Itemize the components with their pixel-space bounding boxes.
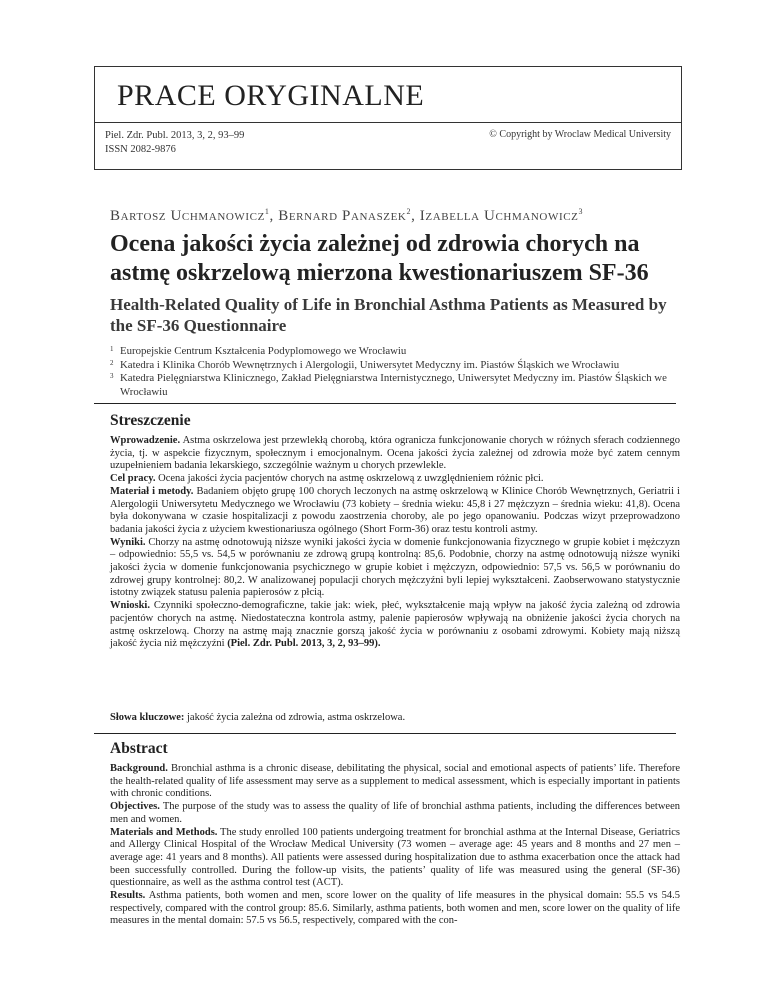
section-title: PRACE ORYGINALNE — [117, 79, 425, 112]
author-name: Bernard Panaszek — [278, 208, 407, 224]
affiliation-list — [110, 345, 700, 399]
abstract-paragraph — [110, 435, 680, 473]
abstract-paragraph — [110, 801, 680, 826]
affiliation-item — [110, 372, 700, 399]
affiliation-text: Europejskie Centrum Kształcenia Podyplomowego we Wrocławiu — [120, 345, 407, 357]
paragraph-label: Background. — [110, 763, 168, 774]
affiliation-number: 1 — [110, 345, 114, 353]
paragraph-text: Bronchial asthma is a chronic disease, debilitating the physical, social and emotional aspects of patients’ life. Therefore the health-related quality of life assessment may serve as a supplement to medical assessment, which is especially important in patients with chronic conditions. — [110, 763, 680, 800]
paragraph-text: Chorzy na astmę odnotowują niższe wyniki jakości życia w domenie funkcjonowania fizycznego w grupie kobiet i mężczyzn – odpowiednio: 55,5 vs. 54,5 w porównaniu ze zdrową grupą kontrolną: 85,6. Podobnie, chorzy na astmę odnotowują niższe wyniki jakości życia w domenie funkcjonowania psychicznego w grupie kobiet i mężczyzn, odpowiednio: 57,5 vs. 56,5 w porównaniu do zdrowej grupy kontrolnej: 80,2. W analizowanej populacji chorych mężczyźni byli lepiej wykształceni. Zaobserwowano statystycznie istotny związek statusu palenia papierosów z płcią. — [110, 536, 680, 599]
paragraph-text: The purpose of the study was to assess the quality of life of bronchial asthma patients, including the differences between men and women. — [110, 801, 680, 825]
abstract-paragraph — [110, 763, 680, 801]
journal-citation: Piel. Zdr. Publ. 2013, 3, 2, 93–99 — [105, 130, 245, 141]
abstract-heading: Abstract — [110, 740, 168, 757]
copyright-notice: © Copyright by Wroclaw Medical University — [489, 129, 671, 140]
affiliation-text: Katedra Pielęgniarstwa Klinicznego, Zakład Pielęgniarstwa Internistycznego, Uniwersytet Medyczny im. Piastów Śląskich we Wrocławiu — [120, 372, 667, 398]
author-list: Bartosz Uchmanowicz$^1$, Bernard Panaszek$^2$, Izabella Uchmanowicz$^3$ — [110, 207, 584, 224]
paragraph-text: Badaniem objęto grupę 100 chorych leczonych na astmę oskrzelową w Klinice Chorób Wewnętrznych, Geriatrii i Alergologii Uniwersytetu Medycznego we Wrocławiu (73 kobiety – średnia wieku: 45,8 i 27 mężczyzn – średnia wieku: 41,8). Ocena była dokonywana w czasie hospitalizacji z powodu zaostrzenia choroby, ale po jego opanowaniu. Podczas wizyt przeprowadzono badania jakości życia z użyciem kwestionariusza ogólnego (Short Form-36) oraz testu kontroli astmy. — [110, 485, 680, 535]
paragraph-label: Materials and Methods. — [110, 826, 218, 838]
affiliation-number: 3 — [110, 372, 114, 381]
affiliation-text: Katedra i Klinika Chorób Wewnętrznych i Alergologii, Uniwersytet Medyczny im. Piastów Śląskich we Wrocławiu — [120, 358, 620, 371]
paragraph-label: Wprowadzenie. — [110, 435, 181, 446]
paragraph-text: The study enrolled 100 patients undergoing treatment for bronchial asthma at the Internal Disease, Geriatrics and Allergy Clinical Hospital of the Wrocław Medical University (73 women – average age: 45 years and 8 months and 27 men – average age: 41 years and 8 months). All patients were assessed during hospitalization due to asthma exacerbation once the attack had been successfully controlled. During the follow-up visits, the patients’ quality of life was measured using the general (SF-36) questionnaire, as well as the asthma control test (ACT). — [110, 826, 680, 889]
keywords-label: Słowa kluczowe: — [110, 712, 185, 723]
abstract-paragraph — [110, 537, 680, 601]
author-affiliation-mark: 1 — [264, 207, 270, 216]
paragraph-label: Wnioski. — [110, 600, 150, 612]
author-affiliation-mark: 3 — [578, 207, 584, 216]
article-title-polish: Ocena jakości życia zależnej od zdrowia chorych na astmę oskrzelową mierzona kwestionariuszem SF-36 — [110, 231, 649, 286]
article-title-english: Health-Related Quality of Life in Bronchial Asthma Patients as Measured by the SF-36 Questionnaire — [110, 295, 667, 335]
abstract-paragraph — [110, 827, 680, 891]
paragraph-label: Cel pracy. — [110, 473, 156, 485]
abstract-body — [110, 763, 680, 928]
paragraph-label: Results. — [110, 890, 146, 902]
journal-header — [94, 66, 682, 170]
abstract-paragraph — [110, 473, 680, 486]
abstract-paragraph — [110, 486, 680, 537]
paragraph-text: Astma oskrzelowa jest przewlekłą chorobą, która ogranicza funkcjonowanie chorych w różnych sferach codziennego życia, tj. w aspekcie fizycznym, społecznym i emocjonalnym. Ocena jakości życia zależnej od zdrowia może być zatem cennym uzupełnieniem badania lekarskiego, szczególnie ważnym u chorych przewlekle. — [110, 435, 680, 472]
paragraph-text: Czynniki społeczno-demograficzne, takie jak: wiek, płeć, wykształcenie mają wpływ na jakość życia zależną od zdrowia pacjentów chorych na astmę. Niedostateczna kontrola astmy, palenie papierosów wpływają na obniżenie jakości życia chorych na astmę oskrzelową. Chorzy na astmę mają znacznie gorszą jakość życia w porównaniu z osobami zdrowymi. Kobiety mają niższą jakość życia niż mężczyźni — [110, 600, 680, 650]
paragraph-label: Wyniki. — [110, 536, 146, 548]
paragraph-label: Materiał i metody. — [110, 485, 194, 497]
author-name: Izabella Uchmanowicz — [419, 208, 579, 224]
author-name: Bartosz Uchmanowicz — [110, 208, 265, 224]
affiliation-item — [110, 359, 700, 373]
affiliation-item — [110, 345, 700, 359]
affiliation-number: 2 — [110, 358, 114, 367]
journal-issn: ISSN 2082-9876 — [105, 144, 176, 155]
abstract-paragraph — [110, 890, 680, 928]
paragraph-label: Objectives. — [110, 801, 160, 813]
section-divider — [94, 733, 676, 734]
section-divider — [94, 403, 676, 404]
author-affiliation-mark: 2 — [406, 207, 412, 216]
abstract-paragraph — [110, 600, 680, 651]
keywords-line — [110, 712, 405, 723]
streszczenie-heading: Streszczenie — [110, 412, 191, 429]
paragraph-text: Ocena jakości życia pacjentów chorych na astmę oskrzelową z uwzględnieniem różnic płci. — [155, 473, 544, 485]
streszczenie-body — [110, 435, 680, 651]
citation-reference: (Piel. Zdr. Publ. 2013, 3, 2, 93–99). — [227, 638, 381, 650]
paragraph-text: Asthma patients, both women and men, score lower on the quality of life measures in the physical domain: 55.5 vs 54.5 respectively, compared with the control group: 85.6. Similarly, asthma patients, both women and men, score lower on the quality of life measures in the mental domain: 57.5 vs 56.5, respectively, compared with the con- — [110, 890, 680, 927]
keywords-text: jakość życia zależna od zdrowia, astma oskrzelowa. — [184, 712, 406, 723]
journal-meta — [95, 123, 681, 169]
section-title-row — [95, 67, 681, 123]
